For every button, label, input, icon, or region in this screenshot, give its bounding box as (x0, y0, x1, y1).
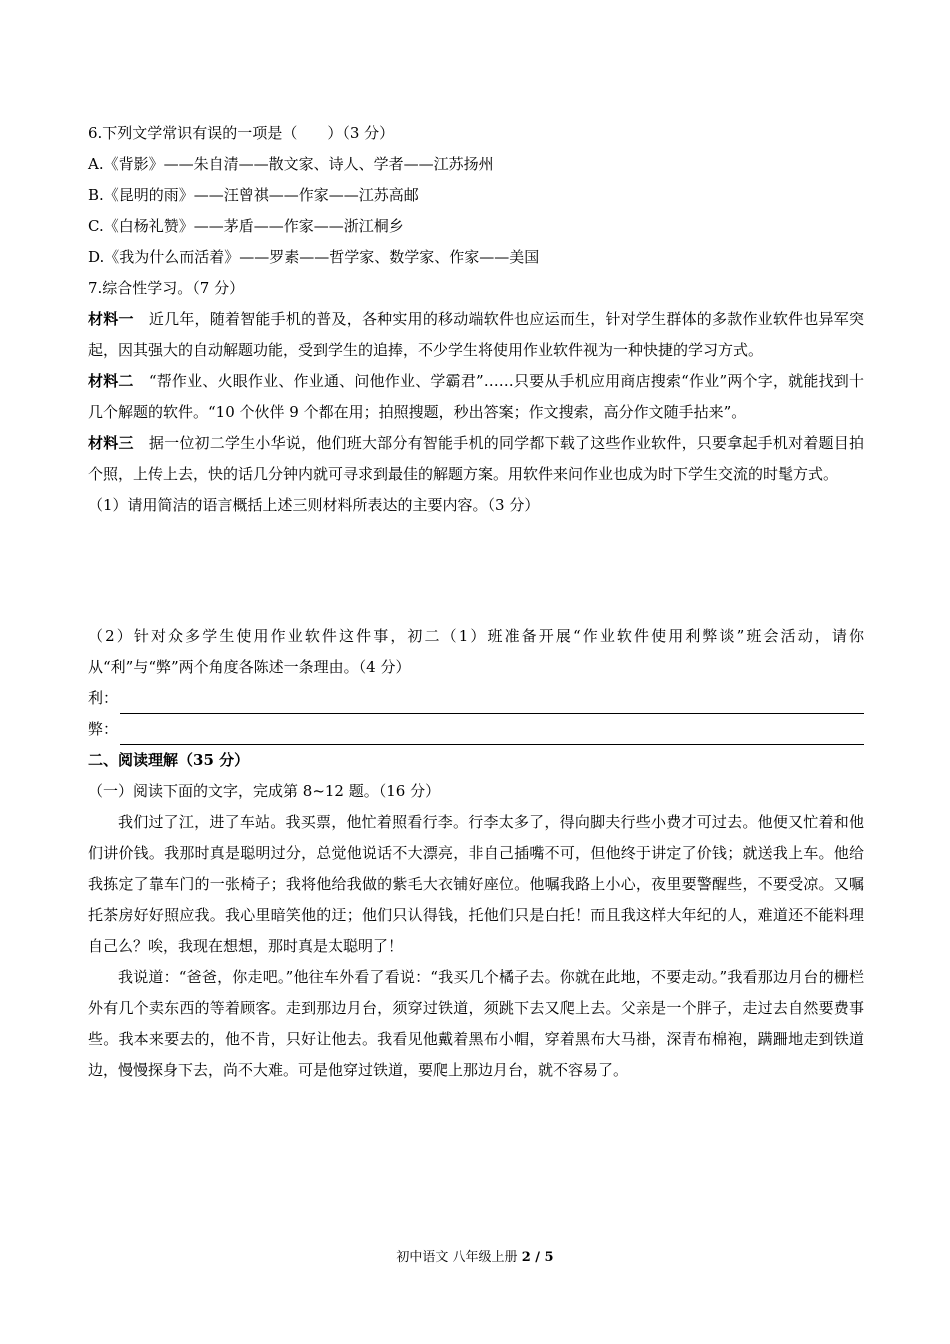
material-2-text: “帮作业、火眼作业、作业通、问他作业、学霸君”……只要从手机应用商店搜索“作业”两个字，就能找到十几个解题的软件。“10 个伙伴 9 个都在用；拍照搜题，秒出答案；作文搜索，高分作文随手拈来”。 (88, 372, 864, 421)
q6-option-c: C.《白杨礼赞》——茅盾——作家——浙江桐乡 (88, 217, 404, 235)
material-1-label: 材料一 (88, 310, 134, 328)
q6-option-a: A.《背影》——朱自清——散文家、诗人、学者——江苏扬州 (88, 155, 494, 173)
q7-sub1: （1）请用简洁的语言概括上述三则材料所表达的主要内容。（3 分） (88, 496, 540, 514)
reading-paragraph-2: 我说道：“爸爸，你走吧。”他往车外看了看说：“我买几个橘子去。你就在此地，不要走动。”我看那边月台的栅栏外有几个卖东西的等着顾客。走到那边月台，须穿过铁道，须跳下去又爬上去。父亲是一个胖子，走过去自然要费事些。我本来要去的，他不肯，只好让他去。我看见他戴着黑布小帽，穿着黑布大马褂，深青布棉袍，蹒跚地走到铁道边，慢慢探身下去，尚不大难。可是他穿过铁道，要爬上那边月台，就不容易了。 (88, 968, 864, 1079)
li-answer-line (88, 683, 864, 714)
bi-answer-rule (120, 722, 864, 745)
li-label: 利： (88, 689, 119, 707)
bi-answer-line (88, 714, 864, 745)
material-1 (88, 304, 864, 366)
material-2 (88, 366, 864, 428)
q6-stem: 6.下列文学常识有误的一项是（ ）（3 分） (88, 124, 395, 142)
li-answer-rule (120, 691, 864, 714)
exam-page-content (88, 118, 864, 1086)
material-2-label: 材料二 (88, 372, 134, 390)
q7-stem: 7.综合性学习。（7 分） (88, 279, 245, 297)
section2-sub: （一）阅读下面的文字，完成第 8~12 题。（16 分） (88, 782, 441, 800)
answer-space (88, 521, 864, 621)
reading-paragraph-1: 我们过了江，进了车站。我买票，他忙着照看行李。行李太多了，得向脚夫行些小费才可过去。他便又忙着和他们讲价钱。我那时真是聪明过分，总觉他说话不大漂亮，非自己插嘴不可，但他终于讲定了价钱；就送我上车。他给我拣定了靠车门的一张椅子；我将他给我做的紫毛大衣铺好座位。他嘱我路上小心，夜里要警醒些，不要受凉。又嘱托茶房好好照应我。我心里暗笑他的迂；他们只认得钱，托他们只是白托！而且我这样大年纪的人，难道还不能料理自己么？唉，我现在想想，那时真是太聪明了！ (88, 813, 864, 955)
q6-option-b: B.《昆明的雨》——汪曾祺——作家——江苏高邮 (88, 186, 419, 204)
footer-text: 初中语文 八年级上册 (396, 1250, 522, 1265)
section2-title: 二、阅读理解（35 分） (88, 751, 250, 769)
q7-sub2: （2）针对众多学生使用作业软件这件事，初二（1）班准备开展“作业软件使用利弊谈”班会活动，请你从“利”与“弊”两个角度各陈述一条理由。（4 分） (88, 627, 864, 676)
page-number: 2 / 5 (521, 1250, 554, 1265)
material-3 (88, 428, 864, 490)
material-3-label: 材料三 (88, 434, 134, 452)
material-1-text: 近几年，随着智能手机的普及，各种实用的移动端软件也应运而生，针对学生群体的多款作业软件也异军突起，因其强大的自动解题功能，受到学生的追捧，不少学生将使用作业软件视为一种快捷的学习方式。 (88, 310, 864, 359)
q6-option-d: D.《我为什么而活着》——罗素——哲学家、数学家、作家——美国 (88, 248, 540, 266)
bi-label: 弊： (88, 720, 119, 738)
page-footer (0, 1246, 950, 1265)
material-3-text: 据一位初二学生小华说，他们班大部分有智能手机的同学都下载了这些作业软件，只要拿起手机对着题目拍个照，上传上去，快的话几分钟内就可寻求到最佳的解题方案。用软件来问作业也成为时下学生交流的时髦方式。 (88, 434, 864, 483)
